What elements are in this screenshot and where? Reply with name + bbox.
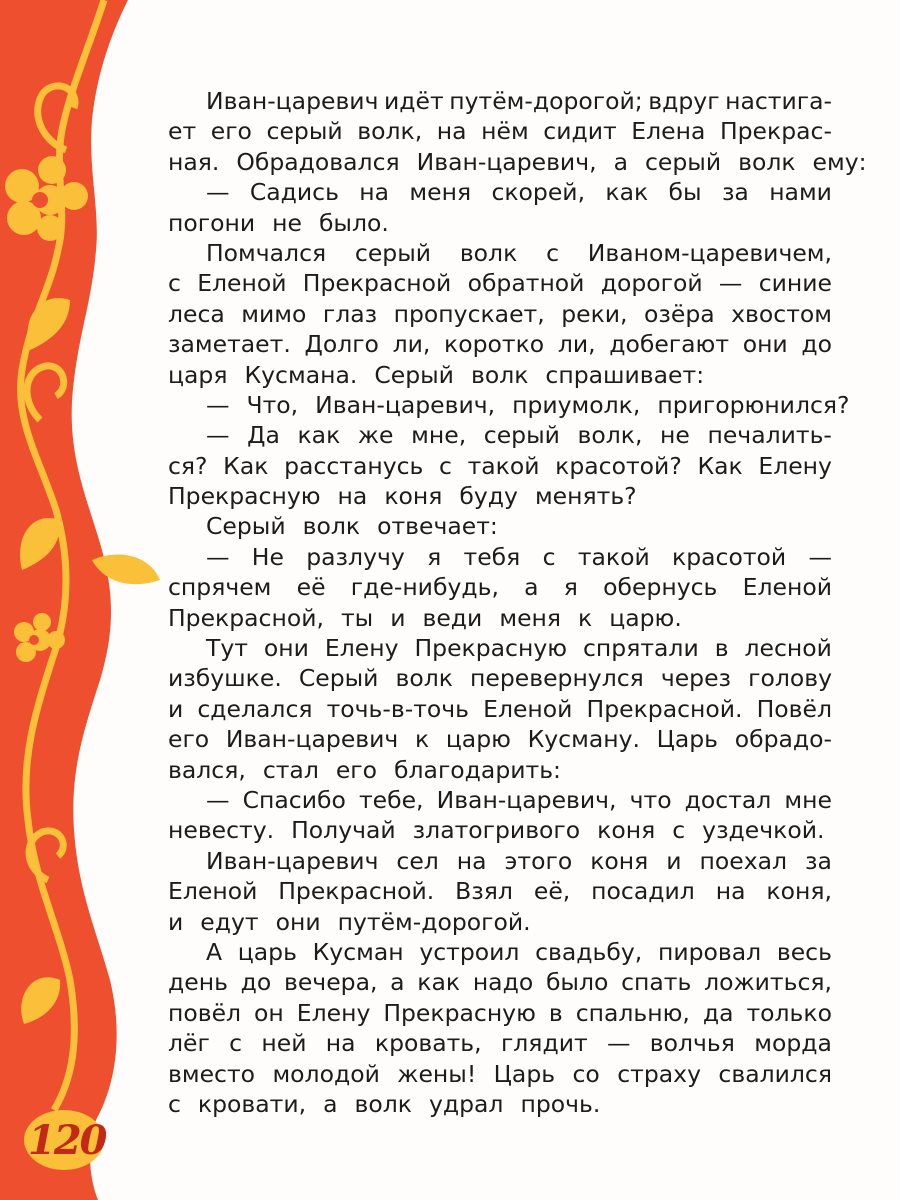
- text-line: царя Кусмана. Серый волк спрашивает:: [168, 360, 705, 389]
- text-line: с Еленой Прекрасной обратной дорогой — синие: [168, 269, 832, 298]
- text-line: Еленой Прекрасной. Взял её, посадил на коня,: [168, 877, 832, 906]
- text-line: с кровати, а волк удрал прочь.: [168, 1089, 601, 1118]
- text-line: его Иван-царевич к царю Кусману. Царь обрадо-: [168, 725, 832, 754]
- text-line: избушке. Серый волк перевернулся через голову: [168, 664, 832, 693]
- text-line: — Что, Иван-царевич, приумолк, пригорюнился?: [206, 390, 850, 419]
- flower-center-lower: [29, 635, 39, 645]
- text-line: спрячем её где-нибудь, а я обернусь Еленой: [168, 573, 832, 602]
- text-line: повёл он Елену Прекрасную в спальню, да только: [168, 998, 832, 1027]
- text-line: день до вечера, а как надо было спать ложиться,: [168, 968, 832, 997]
- text-line: Иван-царевич идёт путём-дорогой; вдруг настига-: [206, 87, 832, 115]
- text-line: А царь Кусман устроил свадьбу, пировал весь: [206, 937, 832, 966]
- flower-center-top: [32, 192, 48, 208]
- text-line: — Не разлучу я тебя с такой красотой —: [206, 542, 832, 571]
- text-line: погони не было.: [168, 208, 389, 237]
- text-line: Иван-царевич сел на этого коня и поехал за: [206, 846, 832, 875]
- text-line: ная. Обрадовался Иван-царевич, а серый волк ему:: [168, 147, 867, 176]
- story-text: [168, 86, 867, 1119]
- text-line: Тут они Елену Прекрасную спрятали в лесной: [206, 634, 832, 663]
- page-number: 120: [28, 1117, 106, 1164]
- text-line: заметает. Долго ли, коротко ли, добегают они до: [168, 330, 832, 359]
- text-line: — Да как же мне, серый волк, не печалить-: [206, 421, 832, 450]
- text-line: — Садись на меня скорей, как бы за нами: [206, 178, 832, 207]
- text-line: ся? Как расстанусь с такой красотой? Как Елену: [168, 451, 832, 480]
- text-line: невесту. Получай златогривого коня с уздечкой.: [168, 816, 825, 845]
- decorative-floral-border: [0, 0, 175, 1200]
- text-line: и едут они путём-дорогой.: [168, 907, 531, 936]
- text-line: леса мимо глаз пропускает, реки, озёра хвостом: [168, 299, 832, 328]
- text-line: лёг с ней на кровать, глядит — волчья морда: [168, 1029, 832, 1058]
- text-line: ет его серый волк, на нём сидит Елена Прекрас-: [168, 117, 832, 146]
- text-line: — Спасибо тебе, Иван-царевич, что достал мне: [206, 785, 832, 814]
- text-line: и сделался точь-в-точь Еленой Прекрасной. Повёл: [168, 694, 832, 723]
- text-line: Серый волк отвечает:: [206, 512, 498, 541]
- text-line: Помчался серый волк с Иваном-царевичем,: [206, 238, 832, 267]
- text-line: Прекрасную на коня буду менять?: [168, 482, 637, 511]
- text-line: вместо молодой жены! Царь со страху свалился: [168, 1059, 832, 1088]
- text-line: вался, стал его благодарить:: [168, 755, 561, 784]
- text-line: Прекрасной, ты и веди меня к царю.: [168, 603, 682, 632]
